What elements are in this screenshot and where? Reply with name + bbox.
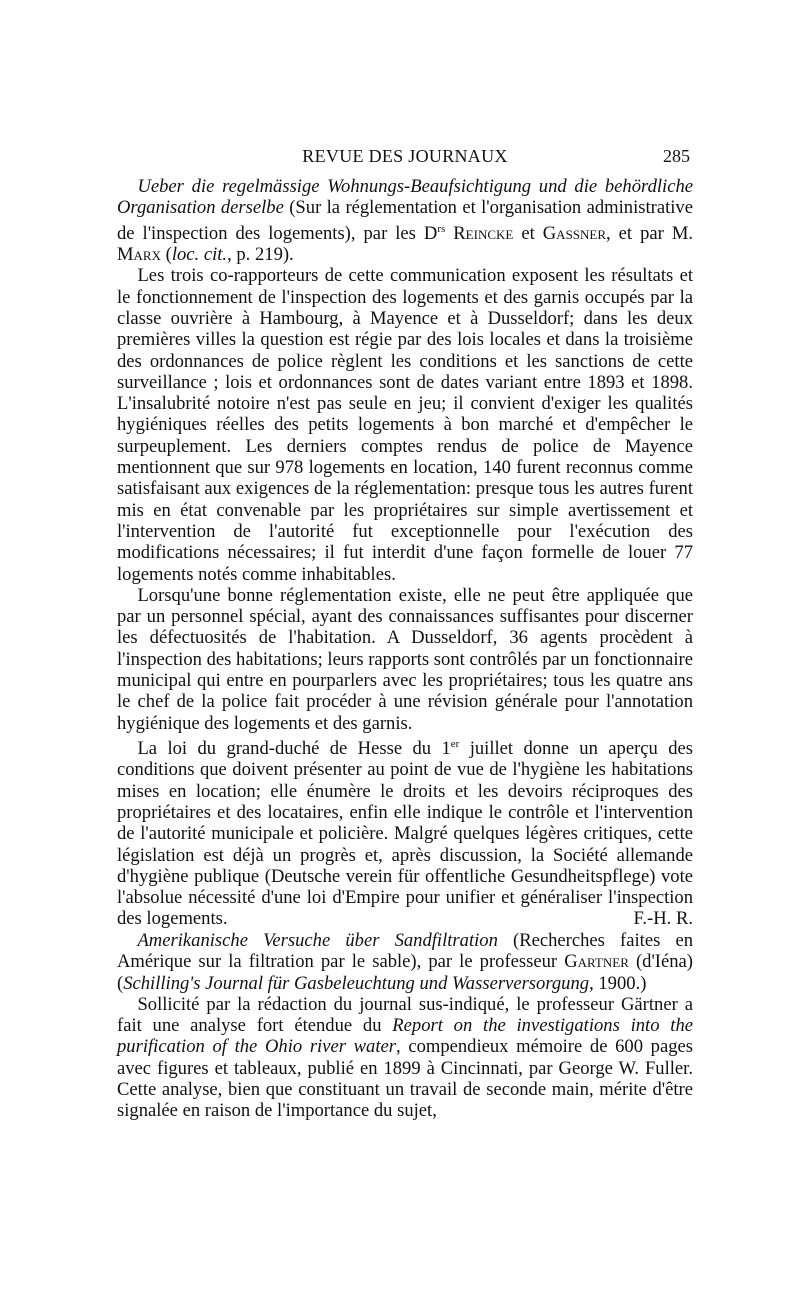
loc-cit: loc. cit. xyxy=(171,244,228,266)
heading-text: ( xyxy=(160,244,172,266)
author-gassner: Gassner xyxy=(542,222,607,244)
journal-title: Schilling's Journal für Gasbeleuchtung und Wasserversorgung xyxy=(123,972,590,994)
article-reinecke-marx xyxy=(117,176,693,930)
paragraph-text: Sollicité par la rédaction du journal sus-indiqué, le professeur Gärtner a fait une analyse fort étendue du xyxy=(117,993,693,1037)
heading-text: (Sur la réglementation et l'organisation administrative de l'inspection des logements), par les D xyxy=(117,197,693,244)
heading-text: et xyxy=(513,222,543,244)
paragraph-text: , compendieux mémoire de 600 pages avec figures et tableaux, publié en 1899 à Cincinnati, par George W. Fuller. Cette analyse, bien que constituant un travail de seconde main, mérite d'être signalée en raison de l'importance du sujet, xyxy=(117,1036,693,1122)
heading-text: (d'Iéna) ( xyxy=(117,951,693,994)
paragraph: Les trois co-rapporteurs de cette communication exposent les résultats et le fonctionnement de l'inspection des logements et des garnis occupés par la classe ouvrière à Hambourg, à Mayence et à Dusseldorf; dans les deux premières villes la question est régie par des lois locales et dans la troisième des ordonnances de police règlent les conditions et les sanctions de cette surveillance ; lois et ordonnances sont de dates variant entre 1893 et 1898. L'insalubrité notoire n'est pas seule en jeu; il convient d'exiger les qualités hygiéniques réelles des petits logements à bon marché et d'empêcher le surpeuplement. Les derniers comptes rendus de police de Mayence mentionnent que sur 978 logements en location, 140 furent reconnus comme satisfaisant aux exigences de la réglementation: presque tous les autres furent mis en état convenable par les propriétaires sur simple avertissement et l'intervention de l'autorité fut exceptionnelle pour l'exécution des modifications nécessaires; il fut interdit d'une façon formelle de louer 77 logements notés comme inhabitables. xyxy=(117,265,693,585)
author-reincke: Reincke xyxy=(453,222,514,244)
article-gartner xyxy=(117,930,693,1122)
paragraph-text: juillet donne un aperçu des conditions que doivent présenter au point de vue de l'hygiène les habitations mises en location; elle énumère le droits et les devoirs réciproques des propriétaires et des locataires, enfin elle indique le contrôle et l'intervention de l'autorité municipale et policière. Malgré quelques légères critiques, cette législation est déjà un progrès et, après discussion, la Société allemande d'hygiène publique (Deutsche verein für offentliche Gesundheitspflege) vote l'absolue nécessité d'une loi d'Empire pour unifier et généraliser l'inspection des logements. xyxy=(117,738,693,930)
article-heading xyxy=(117,930,693,994)
heading-text: , 1900.) xyxy=(589,972,647,994)
report-title: Report on the investigations into the purification of the Ohio river water xyxy=(117,1015,693,1058)
superscript-er: er xyxy=(450,737,460,750)
running-header xyxy=(120,146,690,170)
running-title: REVUE DES JOURNAUX xyxy=(302,146,508,166)
heading-text: (Recherches faites en Amérique sur la filtration par le sable), par le professeur xyxy=(117,930,694,973)
author-gartner: Gartner xyxy=(564,951,629,973)
article-title-german: Ueber die regelmässige Wohnungs-Beaufsichtigung und die behördliche Organisation derselbe xyxy=(117,176,693,219)
signature: F.-H. R. xyxy=(633,908,693,930)
article-heading xyxy=(117,176,693,265)
heading-text: , p. 219). xyxy=(227,244,294,266)
page-number: 285 xyxy=(663,146,690,166)
paragraph: Lorsqu'une bonne réglementation existe, elle ne peut être appliquée que par un personnel spécial, ayant des connaissances suffisantes pour discerner les défectuosités de l'habitation. A Dusseldorf, 36 agents procèdent à l'inspection des habitations; leurs rapports sont contrôlés par un fonctionnaire municipal qui entre en pourparlers avec les propriétaires; tous les quatre ans le chef de la police fait procéder à une révision générale pour l'annotation hygiénique des logements et des garnis. xyxy=(117,584,694,734)
superscript-drs: rs xyxy=(437,222,446,235)
heading-text: , et par M. xyxy=(606,222,693,244)
author-marx: Marx xyxy=(117,244,161,266)
paragraph xyxy=(117,734,693,930)
paragraph xyxy=(117,994,693,1122)
article-title-german: Amerikanische Versuche über Sandfiltration xyxy=(137,930,498,951)
paragraph-text: La loi du grand-duché de Hesse du 1 xyxy=(137,738,451,760)
